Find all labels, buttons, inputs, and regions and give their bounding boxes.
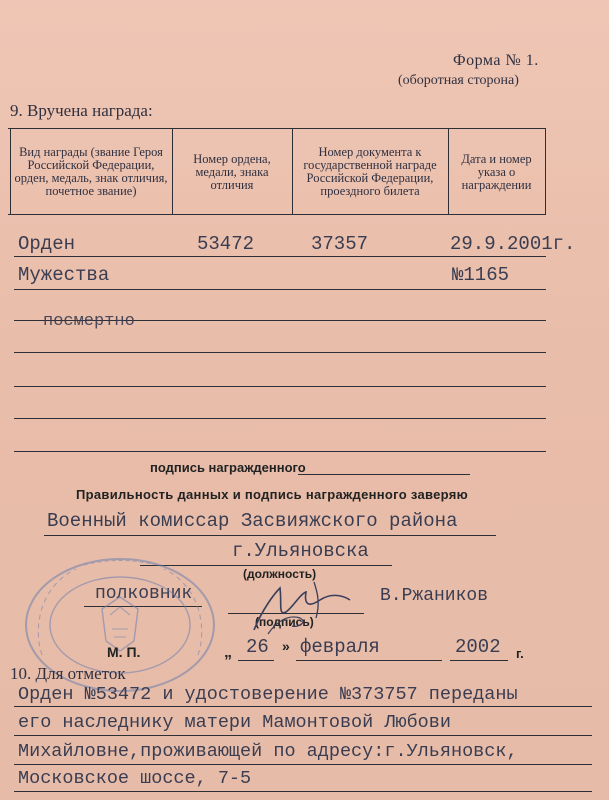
column-header-document-number: Номер документа к государственной награде Российской Федерации, проездного билета	[303, 145, 437, 198]
handwritten-signature	[228, 574, 368, 636]
row-award-number: 53472	[197, 233, 255, 255]
row-decree-number: №1165	[452, 264, 510, 286]
date-month: февраля	[300, 636, 380, 658]
date-day: 26	[246, 636, 269, 658]
row-award: Орден	[18, 233, 76, 255]
row-decree-date: 29.9.2001г.	[450, 233, 576, 255]
note-line: его наследнику матери Мамонтовой Любови	[18, 712, 451, 733]
year-suffix: г.	[516, 646, 524, 661]
certification-text: Правильность данных и подпись награжденного заверяю	[76, 487, 468, 502]
column-header-award-type: Вид награды (звание Героя Российской Федерации, орден, медаль, знак отличия, почетное звание)	[14, 145, 168, 198]
city-name: г.Ульяновска	[232, 540, 369, 562]
section-9-title: 9. Вручена награда:	[10, 101, 153, 120]
row-award: Мужества	[18, 264, 110, 286]
note-line: Орден №53472 и удостоверение №373757 переданы	[18, 684, 518, 705]
column-header-award-number: Номер ордена, медали, знака отличия	[193, 151, 271, 192]
row-document-number: 37357	[311, 233, 369, 255]
recipient-signature-label: подпись награжденного	[150, 460, 306, 475]
row-award: посмертно	[43, 312, 135, 331]
signature-caption: (подпись)	[255, 615, 314, 629]
column-header-decree: Дата и номер указа о награждении	[461, 151, 532, 192]
quote-close: »	[282, 638, 290, 654]
seal-place-label: М. П.	[107, 644, 141, 660]
form-title: Форма № 1.	[453, 52, 539, 69]
date-year: 2002	[455, 636, 501, 658]
quote-open: „	[224, 644, 232, 661]
officer-rank: полковник	[95, 584, 193, 604]
note-line: Михайловне,проживающей по адресу:г.Ульяновск,	[18, 741, 518, 762]
form-subtitle: (оборотная сторона)	[398, 73, 519, 88]
commissar-title: Военный комиссар Засвияжского района	[47, 510, 458, 532]
section-10-title: 10. Для отметок	[10, 664, 126, 683]
note-line: Московское шоссе, 7-5	[18, 768, 252, 789]
position-caption: (должность)	[243, 567, 317, 581]
officer-name: В.Ржаников	[380, 586, 489, 606]
